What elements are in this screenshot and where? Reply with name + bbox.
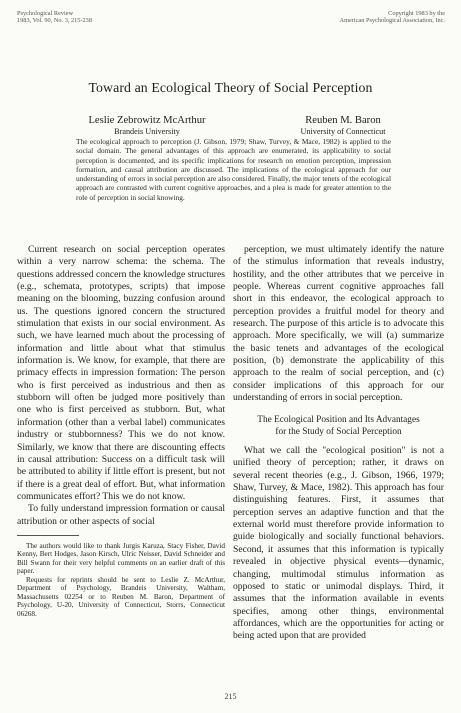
author-1	[57, 115, 237, 136]
footnote-rule	[17, 535, 79, 536]
author-name: Leslie Zebrowitz McArthur	[88, 115, 206, 126]
author-affiliation: Brandeis University	[114, 127, 180, 136]
author-affiliation: University of Connecticut	[300, 127, 386, 136]
paper-title: Toward an Ecological Theory of Social Perception	[88, 80, 373, 95]
copyright-line-1: Copyright 1983 by the	[388, 10, 445, 17]
footnotes	[17, 542, 225, 619]
copyright-line-2: American Psychological Association, Inc.	[339, 17, 445, 25]
copyright-notice	[340, 10, 445, 25]
section-heading-line: for the Study of Social Perception	[275, 427, 402, 438]
author-name: Reuben M. Baron	[305, 115, 381, 126]
abstract: The ecological approach to perception (J. Gibson, 1979; Shaw, Turvey, & Mace, 1982) is applied to the social domain. The general advantages of this approach are enumerated, its applicability to social perception is documented, and its specific implications for research on emotion perception, impression formation, and causal attribution are discussed. The implications of the ecological approach for our understanding of errors in social perception are also considered. Finally, the major tenets of the ecological approach are contrasted with current cognitive approaches, and a plea is made for greater attention to the role of perception in social knowing.	[76, 137, 391, 202]
journal-citation	[17, 10, 92, 25]
body-paragraph: Current research on social perception operates within a very narrow schema: the schema. The questions addressed concern the knowledge structures (e.g., schemata, prototypes, scripts) that impose meaning on the blooming, buzzing confusion around us. The questions ignored concern the structured stimulation that exists in our social environment. As such, we have learned much about the processing of information and little about what that stimulus information is. We know, for example, that there are primacy effects in impression formation: The person who is first perceived as industrious and then as stubborn will often be judged more positively than one who is first perceived as stubborn. But, what information (other than a verbal label) communicates industry or stubbornness? This we do not know. Similarly, we know that there are discounting effects in causal attribution: Success on a difficult task will be attributed to ability if little effort is present, but not if there is a great deal of effort. But, what information communicates effort? This we do not know.	[17, 244, 225, 502]
section-heading	[233, 415, 444, 439]
section-heading-line: The Ecological Position and Its Advantages	[257, 415, 420, 426]
journal-name: Psychological Review	[17, 10, 74, 17]
body-paragraph: What we call the "ecological position" is not a unified theory of perception; rather, it draws on several recent theories (e.g., J. Gibson, 1966, 1979; Shaw, Turvey, & Mace, 1982). This approach has four distinguishing features. First, it assumes that perception serves an adaptive function and that the external world must therefore provide information to guide biologically and socially functional behaviors. Second, it assumes that this information is typically revealed in objective physical events—dynamic, changing, multimodal stimulus information as opposed to static or unimodal displays. Third, it assumes that the information available in events specifies, among other things, environmental affordances, which are the opportunities for acting or being acted upon that are provided	[233, 445, 444, 642]
right-column	[233, 244, 444, 643]
page-number: 215	[224, 692, 237, 701]
author-2	[263, 115, 423, 136]
journal-volume: 1983, Vol. 90, No. 3, 215-238	[17, 17, 92, 25]
body-paragraph: perception, we must ultimately identify the nature of the stimulus information that reveals industry, hostility, and the other attributes that we perceive in people. Whereas current cognitive approaches fall short in this endeavor, the ecological approach to perception provides a fruitful model for theory and research. The purpose of this article is to advocate this approach. More specifically, we will (a) summarize the basic tenets and advantages of the ecological position, (b) demonstrate the applicability of this approach to the realm of social perception, and (c) consider implications of this approach for our understanding of errors in social perception.	[233, 244, 444, 404]
footnote: Requests for reprints should be sent to Leslie Z. McArthur, Department of Psychology, Brandeis University, Waltham, Massachusetts 02254 or to Reuben M. Baron, Department of Psychology, U-20, University of Connecticut, Storrs, Connecticut 06268.	[17, 575, 225, 618]
body-paragraph: To fully understand impression formation or causal attribution or other aspects of social	[17, 503, 225, 527]
left-column	[17, 244, 225, 618]
footnote: The authors would like to thank Jurgis Karuza, Stacy Fisher, David Kenny, Bert Hodges, Jason Kirsch, Ulric Neisser, David Schneider and Bill Swann for their very helpful comments on an earlier draft of this paper.	[17, 541, 225, 576]
